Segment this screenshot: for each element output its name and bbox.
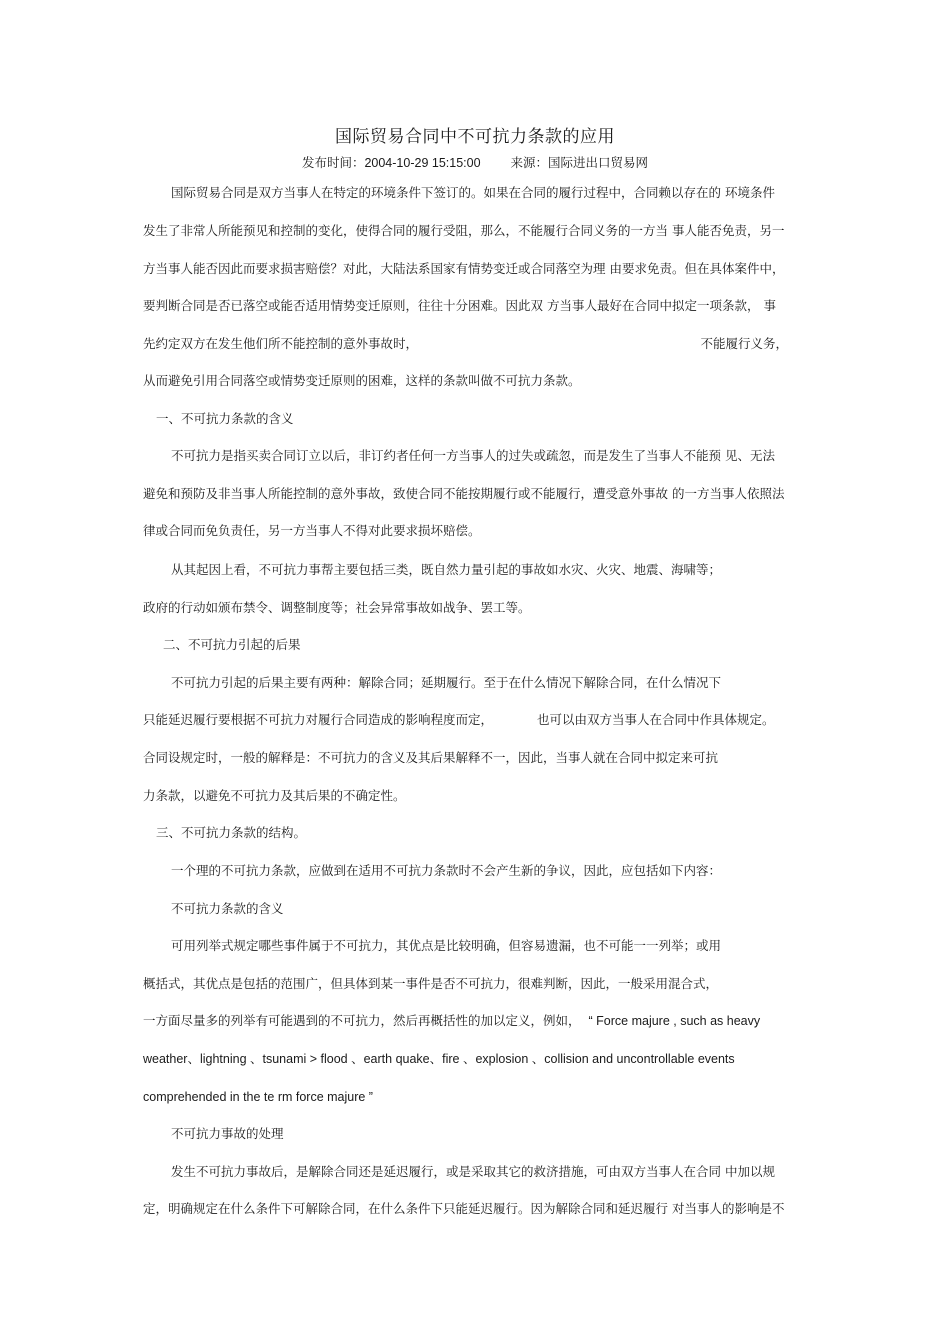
article-meta xyxy=(0,153,950,171)
paragraph-line: 避免和预防及非当事人所能控制的意外事故，致使合同不能按期履行或不能履行，遭受意外事故 的一方当事人依照法 xyxy=(143,486,785,501)
paragraph-line: 要判断合同是否已落空或能否适用情势变迁原则，往往十分困难。因此双 方当事人最好在合同中拟定一项条款， 事 xyxy=(143,298,776,313)
paragraph-line xyxy=(143,1013,808,1029)
paragraph-line: 一个理的不可抗力条款，应做到在适用不可抗力条款时不会产生新的争议，因此，应包括如下内容： xyxy=(171,863,722,878)
subsection-heading: 不可抗力条款的含义 xyxy=(171,901,284,916)
page-title: 国际贸易合同中不可抗力条款的应用 xyxy=(335,127,615,147)
paragraph-line: 政府的行动如颁布禁令、调整制度等；社会异常事故如战争、罢工等。 xyxy=(143,600,531,615)
paragraph-line: 发生了非常人所能预见和控制的变化，使得合同的履行受阻，那么，不能履行合同义务的一方当 事人能否免责，另一 xyxy=(143,223,785,238)
subsection-heading: 不可抗力事故的处理 xyxy=(171,1126,284,1141)
paragraph-line: 力条款，以避免不可抗力及其后果的不确定性。 xyxy=(143,788,406,803)
paragraph-text: 先约定双方在发生他们所不能控制的意外事故时， xyxy=(143,336,419,351)
source-value: 国际进出口贸易网 xyxy=(548,155,649,170)
paragraph-line-english: comprehended in the te rm force majure ” xyxy=(143,1090,373,1104)
paragraph-line: 概括式，其优点是包括的范围广，但具体到某一事件是否不可抗力，很难判断，因此，一般采用混合式， xyxy=(143,976,719,991)
paragraph-line: 可用列举式规定哪些事件属于不可抗力，其优点是比较明确，但容易遗漏，也不可能一一列举；或用 xyxy=(171,938,722,953)
published-date: 2004-10-29 15:15:00 xyxy=(364,156,481,170)
paragraph-line: 合同设规定时，一般的解释是：不可抗力的含义及其后果解释不一，因此，当事人就在合同中拟定来可抗 xyxy=(143,750,719,765)
paragraph-text: 只能延迟履行要根据不可抗力对履行合同造成的影响程度而定， xyxy=(143,712,494,727)
paragraph-line: 方当事人能否因此而要求损害赔偿？对此，大陆法系国家有情势变迁或合同落空为理 由要求免责。但在具体案件中， xyxy=(143,261,785,276)
paragraph-text: 不能履行义务， xyxy=(700,336,788,351)
paragraph-line: 不可抗力是指买卖合同订立以后，非订约者任何一方当事人的过失或疏忽，而是发生了当事人不能预 见、无法 xyxy=(171,448,775,463)
paragraph-text: 也可以由双方当事人在合同中作具体规定。 xyxy=(537,712,775,727)
paragraph-line: 律或合同而免负责任，另一方当事人不得对此要求损坏赔偿。 xyxy=(143,523,481,538)
source-label: 来源： xyxy=(510,155,549,170)
paragraph-line xyxy=(143,712,808,728)
paragraph-line-english: weather、lightning 、tsunami > flood 、earth quake、fire 、explosion 、collision and uncontrollable events xyxy=(143,1052,735,1066)
section-heading: 二、不可抗力引起的后果 xyxy=(163,637,301,652)
section-heading: 一、不可抗力条款的含义 xyxy=(156,411,294,426)
paragraph-line: 不可抗力引起的后果主要有两种：解除合同；延期履行。至于在什么情况下解除合同，在什么情况下 xyxy=(171,675,722,690)
paragraph-line: 国际贸易合同是双方当事人在特定的环境条件下签订的。如果在合同的履行过程中，合同赖以存在的 环境条件 xyxy=(171,185,775,200)
published-label: 发布时间： xyxy=(301,155,365,170)
paragraph-line: 从其起因上看，不可抗力事帮主要包括三类，既自然力量引起的事故如水灾、火灾、地震、海啸等； xyxy=(171,562,722,577)
paragraph-text: 一方面尽量多的列举有可能遇到的不可抗力，然后再概括性的加以定义，例如， xyxy=(143,1013,581,1028)
paragraph-line: 从而避免引用合同落空或情势变迁原则的困难，这样的条款叫做不可抗力条款。 xyxy=(143,373,581,388)
paragraph-text-english: “ Force majure , such as heavy xyxy=(588,1014,761,1028)
paragraph-line: 定，明确规定在什么条件下可解除合同，在什么条件下只能延迟履行。因为解除合同和延迟履行 对当事人的影响是不 xyxy=(143,1201,785,1216)
paragraph-line xyxy=(143,336,808,352)
paragraph-line: 发生不可抗力事故后，是解除合同还是延迟履行，或是采取其它的救济措施，可由双方当事人在合同 中加以规 xyxy=(171,1164,775,1179)
section-heading: 三、不可抗力条款的结构。 xyxy=(156,825,307,840)
